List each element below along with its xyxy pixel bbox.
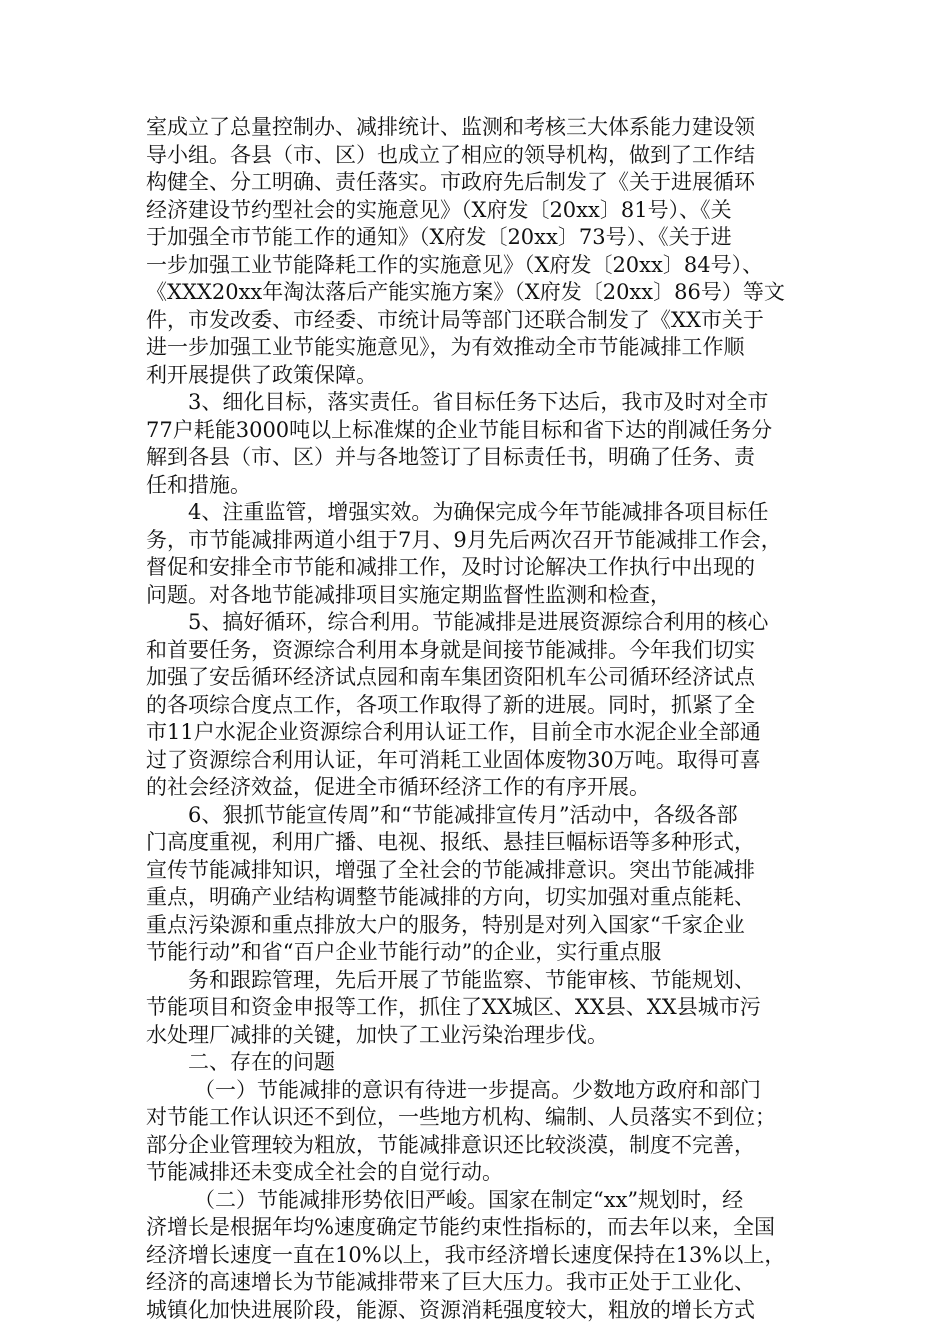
text-line: 水处理厂减排的关键，加快了工业污染治理步伐。 <box>146 1022 608 1047</box>
text-line: 城镇化加快进展阶段，能源、资源消耗强度较大，粗放的增长方式 <box>146 1297 755 1322</box>
text-line: 节能减排还未变成全社会的自觉行动。 <box>146 1160 503 1184</box>
text-line: 过了资源综合利用认证，年可消耗工业固体废物30万吨。取得可喜 <box>146 747 761 772</box>
text-line: 解到各县（市、区）并与各地签订了目标责任书，明确了任务、责 <box>146 445 755 469</box>
text-line: （一）节能减排的意识有待进一步提高。少数地方政府和部门 <box>194 1077 761 1102</box>
text-line: 5、搞好循环，综合利用。节能减排是进展资源综合利用的核心 <box>188 610 769 634</box>
text-line: 市11户水泥企业资源综合利用认证工作，目前全市水泥企业全部通 <box>146 720 761 744</box>
text-line: 督促和安排全市节能和减排工作，及时讨论解决工作执行中出现的 <box>146 555 755 579</box>
text-line: 重点污染源和重点排放大户的服务，特别是对列入国家“千家企业 <box>146 912 745 937</box>
text-line: 《XXX20xx年淘汰落后产能实施方案》（X府发〔20xx〕86号）等文 <box>146 280 785 304</box>
text-line: 宣传节能减排知识，增强了全社会的节能减排意识。突出节能减排 <box>146 857 755 882</box>
text-line: 务和跟踪管理，先后开展了节能监察、节能审核、节能规划、 <box>188 967 755 992</box>
text-line: 构健全、分工明确、责任落实。市政府先后制发了《关于进展循环 <box>146 170 755 194</box>
text-line: 经济的高速增长为节能减排带来了巨大压力。我市正处于工业化、 <box>146 1270 755 1294</box>
text-line: 利开展提供了政策保障。 <box>146 362 377 387</box>
text-line: 节能行动”和省“百户企业节能行动”的企业，实行重点服 <box>146 940 662 964</box>
text-line: 的各项综合度点工作，各项工作取得了新的进展。同时，抓紧了全 <box>146 692 755 717</box>
text-line: 济增长是根据年均%速度确定节能约束性指标的，而去年以来，全国 <box>146 1215 775 1239</box>
text-line: 于加强全市节能工作的通知》（X府发〔20xx〕73号）、《关于进 <box>146 225 732 249</box>
text-line: 的社会经济效益，促进全市循环经济工作的有序开展。 <box>146 775 650 799</box>
text-line: 和首要任务，资源综合利用本身就是间接节能减排。今年我们切实 <box>146 637 755 662</box>
text-line: 6、狠抓节能宣传周”和“节能减排宣传月”活动中，各级各部 <box>188 802 738 827</box>
text-line: 二、存在的问题 <box>188 1050 335 1074</box>
text-line: （二）节能减排形势依旧严峻。国家在制定“xx”规划时，经 <box>194 1187 744 1212</box>
text-line: 经济增长速度一直在10%以上，我市经济增长速度保持在13%以上， <box>146 1242 786 1267</box>
text-line: 导小组。各县（市、区）也成立了相应的领导机构，做到了工作结 <box>146 142 755 167</box>
text-line: 加强了安岳循环经济试点园和南车集团资阳机车公司循环经济试点 <box>146 665 755 689</box>
text-line: 门高度重视，利用广播、电视、报纸、悬挂巨幅标语等多种形式， <box>146 830 755 854</box>
text-line: 重点，明确产业结构调整节能减排的方向，切实加强对重点能耗、 <box>146 885 755 909</box>
text-line: 对节能工作认识还不到位，一些地方机构、编制、人员落实不到位； <box>146 1105 776 1129</box>
text-line: 室成立了总量控制办、减排统计、监测和考核三大体系能力建设领 <box>146 115 755 139</box>
text-line: 3、细化目标，落实责任。省目标任务下达后，我市及时对全市 <box>188 390 769 414</box>
text-line: 节能项目和资金申报等工作，抓住了XX城区、XX县、XX县城市污 <box>146 995 761 1019</box>
text-line: 件，市发改委、市经委、市统计局等部门还联合制发了《XX市关于 <box>146 307 764 332</box>
text-line: 4、注重监管，增强实效。为确保完成今年节能减排各项目标任 <box>188 500 769 524</box>
text-line: 务，市节能减排两道小组于7月、9月先后两次召开节能减排工作会， <box>146 527 782 552</box>
text-line: 问题。对各地节能减排项目实施定期监督性监测和检查， <box>146 582 671 607</box>
text-line: 77户耗能3000吨以上标准煤的企业节能目标和省下达的削减任务分 <box>146 417 773 442</box>
text-line: 进一步加强工业节能实施意见》，为有效推动全市节能减排工作顺 <box>146 335 745 359</box>
text-line: 经济建设节约型社会的实施意见》（X府发〔20xx〕81号）、《关 <box>146 197 732 222</box>
document-body <box>146 114 810 1324</box>
text-line: 部分企业管理较为粗放，节能减排意识还比较淡漠，制度不完善， <box>146 1132 755 1157</box>
text-line: 任和措施。 <box>146 472 251 497</box>
text-line: 一步加强工业节能降耗工作的实施意见》（X府发〔20xx〕84号）、 <box>146 252 764 277</box>
